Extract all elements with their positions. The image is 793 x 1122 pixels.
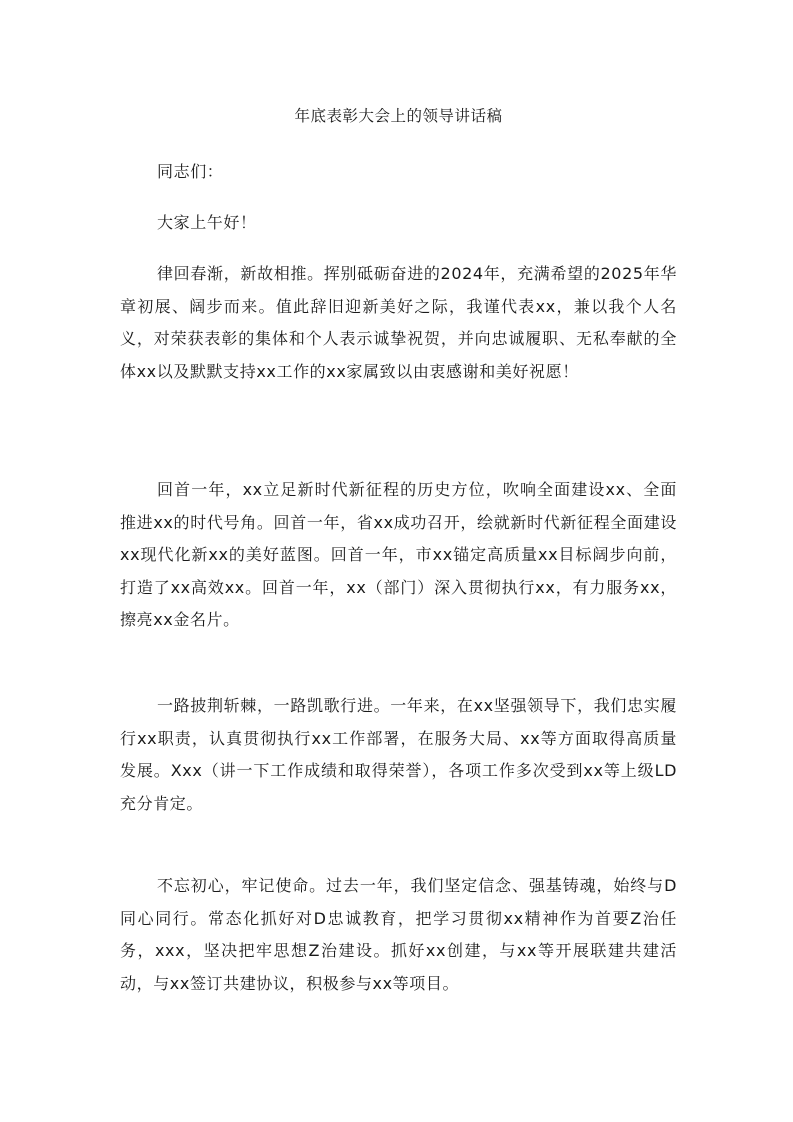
greeting-paragraph: 大家上午好！ [157, 213, 257, 232]
document-title: 年底表彰大会上的领导讲话稿 [294, 107, 503, 125]
body-paragraph: 一路披荆斩棘，一路凯歌行进。一年来，在xx坚强领导下，我们忠实履行xx职责，认真贯彻执行xx工作部署，在服务大局、xx等方面取得高质量发展。Xxx（讲一下工作成绩和取得荣誉），各项工作多次受到xx等上级LD充分肯定。 [120, 696, 677, 813]
body-paragraph: 回首一年，xx立足新时代新征程的历史方位，吹响全面建设xx、全面推进xx的时代号角。回首一年，省xx成功召开，绘就新时代新征程全面建设xx现代化新xx的美好蓝图。回首一年，市xx锚定高质量xx目标阔步向前，打造了xx高效xx。回首一年，xx（部门）深入贯彻执行xx，有力服务xx，擦亮xx金名片。 [120, 480, 677, 629]
body-paragraph: 律回春渐，新故相推。挥别砥砺奋进的2024年，充满希望的2025年华章初展、阔步而来。值此辞旧迎新美好之际，我谨代表xx，兼以我个人名义，对荣获表彰的集体和个人表示诚挚祝贺，并向忠诚履职、无私奉献的全体xx以及默默支持xx工作的xx家属致以由衷感谢和美好祝愿！ [120, 264, 677, 381]
document-page [120, 0, 677, 1122]
salutation-paragraph: 同志们： [157, 162, 224, 181]
body-paragraph: 不忘初心，牢记使命。过去一年，我们坚定信念、强基铸魂，始终与D同心同行。常态化抓好对D忠诚教育，把学习贯彻xx精神作为首要Z治任务，xxx，坚决把牢思想Z治建设。抓好xx创建，与xx等开展联建共建活动，与xx签订共建协议，积极参与xx等项目。 [120, 876, 677, 993]
